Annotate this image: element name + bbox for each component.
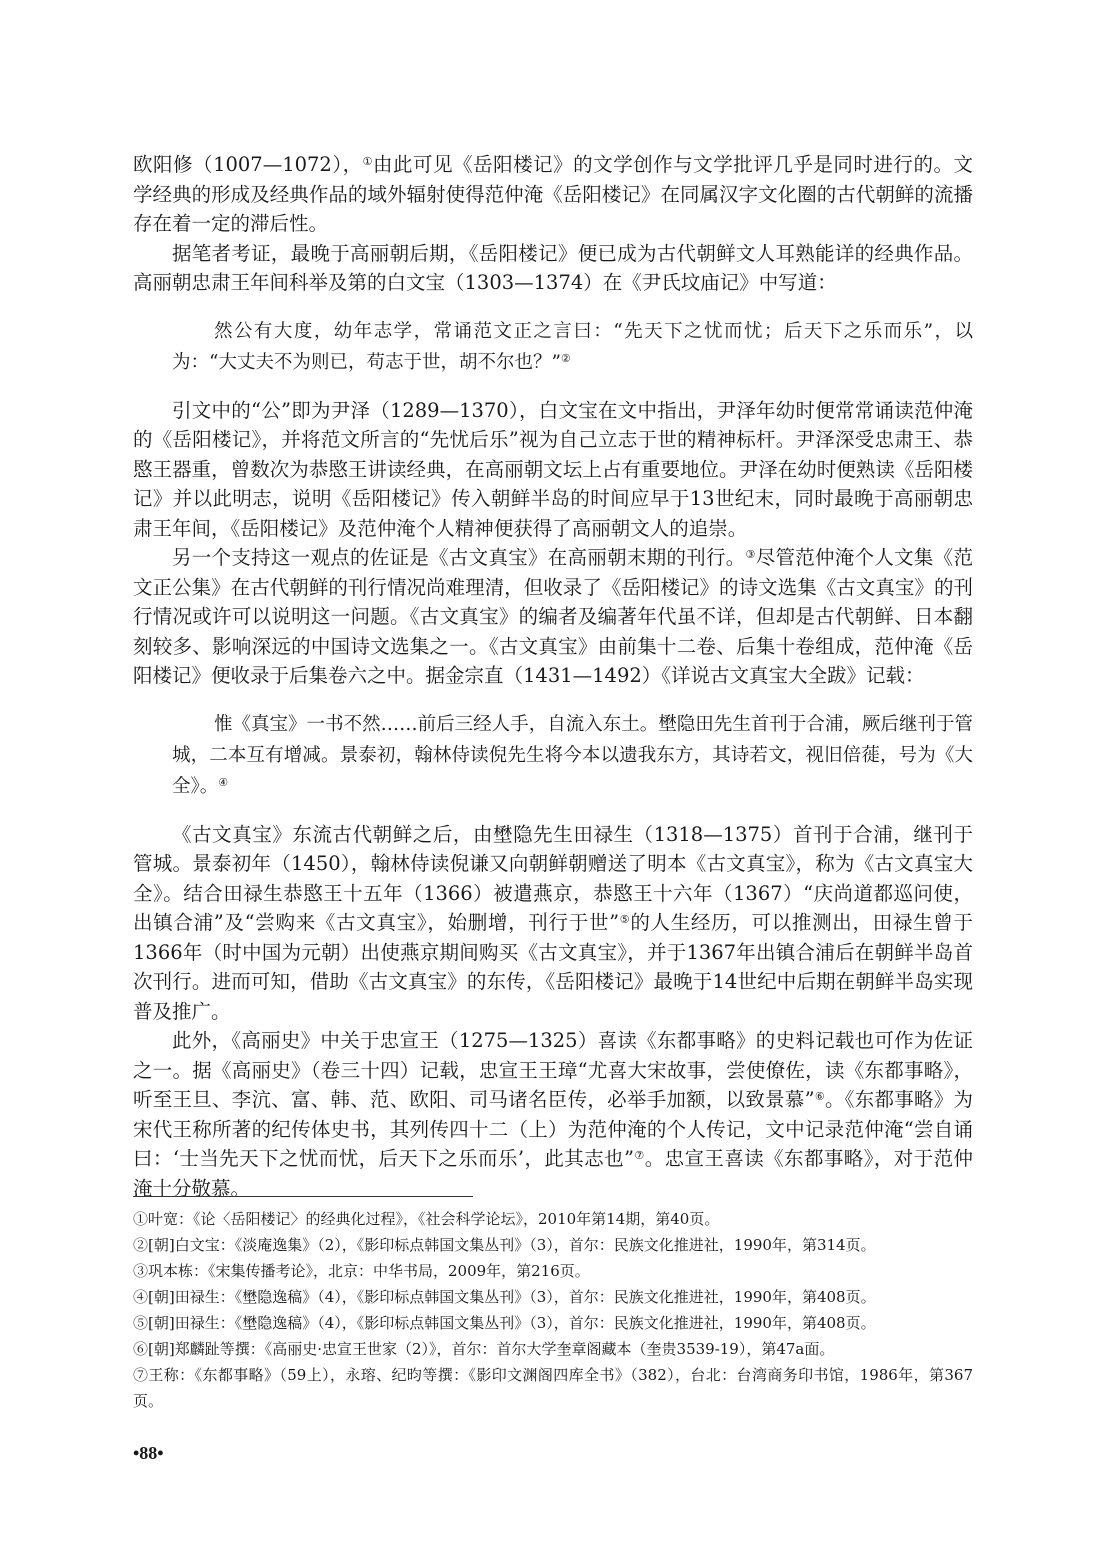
footnote-2: ②[朝]白文宝：《淡庵逸集》（2），《影印标点韩国文集丛刊》（3），首尔：民族文化推进社，1990年，第314页。 — [133, 1236, 876, 1254]
footnote-6: ⑥[朝]郑麟趾等撰：《高丽史·忠宣王世家（2）》，首尔：首尔大学奎章阁藏本（奎贵3539-19），第47a面。 — [133, 1340, 835, 1358]
paragraph-4 — [133, 543, 973, 691]
footnote-7: ⑦王称：《东都事略》（59上），永瑢、纪昀等撰：《影印文渊阁四库全书》（382），台北：台湾商务印书馆，1986年，第367页。 — [133, 1366, 973, 1410]
block-quote-2 — [133, 709, 973, 802]
block-quote-1-text: 然公有大度，幼年志学，常诵范文正之言曰：“先天下之忧而忧；后天下之乐而乐”，以为：“大丈夫不为则已，苟志于世，胡不尔也？” — [172, 320, 973, 373]
paragraph-1-text-b: 由此可见《岳阳楼记》的文学创作与文学批评几乎是同时进行的。文学经典的形成及经典作品的域外辐射使得范仲淹《岳阳楼记》在同属汉字文化圈的古代朝鲜的流播存在着一定的滞后性。 — [133, 153, 973, 235]
footnote-ref-4[interactable]: ④ — [218, 775, 229, 789]
footnote-4: ④[朝]田禄生：《壄隐逸稿》（4），《影印标点韩国文集丛刊》（3），首尔：民族文化推进社，1990年，第408页。 — [133, 1288, 876, 1306]
paragraph-6-text-a: 此外，《高丽史》中关于忠宣王（1275—1325）喜读《东都事略》的史料记载也可作为佐证之一。据《高丽史》（卷三十四）记载，忠宣王王璋“尤喜大宋故事，尝使僚佐，读《东都事略》，听至王旦、李沆、富、韩、范、欧阳、司马诸名臣传，必举手加额，以致景慕” — [133, 1029, 973, 1111]
footnote-ref-5[interactable]: ⑤ — [619, 913, 631, 926]
paragraph-1 — [133, 150, 973, 239]
paragraph-1-text-a: 欧阳修（1007—1072）， — [133, 153, 363, 176]
block-quote-1 — [133, 316, 973, 378]
paragraph-5-text-b: 的人生经历，可以推测出，田禄生曾于1366年（时中国为元朝）出使燕京期间购买《古文真宝》，并于1367年出镇合浦后在朝鲜半岛首次刊行。进而可知，借助《古文真宝》的东传，《岳阳楼记》最晚于14世纪中后期在朝鲜半岛实现普及推广。 — [133, 911, 973, 1023]
footnote-5: ⑤[朝]田禄生：《壄隐逸稿》（4），《影印标点韩国文集丛刊》（3），首尔：民族文化推进社，1990年，第408页。 — [133, 1314, 876, 1332]
paragraph-6 — [133, 1026, 973, 1203]
footnote-1: ①叶宽：《论〈岳阳楼记〉的经典化过程》，《社会科学论坛》，2010年第14期，第40页。 — [133, 1210, 720, 1228]
paragraph-4-text-b: 尽管范仲淹个人文集《范文正公集》在古代朝鲜的刊行情况尚难理清，但收录了《岳阳楼记》的诗文选集《古文真宝》的刊行情况或许可以说明这一问题。《古文真宝》的编者及编著年代虽不详，但却是古代朝鲜、日本翻刻较多、影响深远的中国诗文选集之一。《古文真宝》由前集十二卷、后集十卷组成，范仲淹《岳阳楼记》便收录于后集卷六之中。据金宗直（1431—1492）《详说古文真宝大全跋》记载： — [133, 546, 973, 687]
block-quote-2-text: 惟《真宝》一书不然……前后三经人手，自流入东土。壄隐田先生首刊于合浦，厥后继刊于管城，二本互有增减。景泰初，翰林侍读倪先生将今本以遗我东方，其诗若文，视旧倍蓰，号为《大全》。 — [172, 713, 973, 797]
page-number: •88• — [133, 1443, 164, 1463]
paragraph-5 — [133, 820, 973, 1027]
footnote-ref-6[interactable]: ⑥ — [814, 1090, 825, 1103]
paragraph-2: 据笔者考证，最晚于高丽朝后期，《岳阳楼记》便已成为古代朝鲜文人耳熟能详的经典作品。高丽朝忠肃王年间科举及第的白文宝（1303—1374）在《尹氏坟庙记》中写道： — [133, 241, 973, 294]
footnote-ref-1[interactable]: ① — [362, 155, 374, 168]
footnote-divider — [133, 1196, 473, 1197]
paragraph-5-text-a: 《古文真宝》东流古代朝鲜之后，由壄隐先生田禄生（1318—1375）首刊于合浦，继刊于管城。景泰初年（1450），翰林侍读倪谦又向朝鲜朝赠送了明本《古文真宝》，称为《古文真宝大全》。结合田禄生恭愍王十五年（1366）被遣燕京，恭愍王十六年（1367）“庆尚道都巡问使，出镇合浦”及“尝购来《古文真宝》，始删增，刊行于世” — [133, 822, 973, 934]
paragraph-3: 引文中的“公”即为尹泽（1289—1370），白文宝在文中指出，尹泽年幼时便常常诵读范仲淹的《岳阳楼记》，并将范文所言的“先忧后乐”视为自己立志于世的精神标杆。尹泽深受忠肃王、恭愍王器重，曾数次为恭愍王讲读经典，在高丽朝文坛上占有重要地位。尹泽在幼时便熟读《岳阳楼记》并以此明志，说明《岳阳楼记》传入朝鲜半岛的时间应早于13世纪末，同时最晚于高丽朝忠肃王年间，《岳阳楼记》及范仲淹个人精神便获得了高丽朝文人的追崇。 — [133, 398, 973, 540]
paragraph-6-text-b: 。《东都事略》为宋代王称所著的纪传体史书，其列传四十二（上）为范仲淹的个人传记，文中记录范仲淹“尝自诵曰：‘士当先天下之忧而忧，后天下之乐而乐’，此其志也” — [133, 1088, 973, 1170]
footnote-ref-3[interactable]: ③ — [745, 548, 756, 561]
footnote-ref-7[interactable]: ⑦ — [634, 1149, 645, 1162]
footnote-3: ③巩本栋：《宋集传播考论》，北京：中华书局，2009年，第216页。 — [133, 1262, 590, 1280]
footnote-ref-2[interactable]: ② — [560, 351, 571, 365]
footnotes — [133, 1206, 973, 1414]
paragraph-4-text-a: 另一个支持这一观点的佐证是《古文真宝》在高丽朝末期的刊行。 — [172, 546, 746, 569]
main-text — [133, 150, 973, 1203]
paragraph-6-text-c: 。忠宣王喜读《东都事略》，对于范仲淹十分敬慕。 — [133, 1147, 973, 1200]
